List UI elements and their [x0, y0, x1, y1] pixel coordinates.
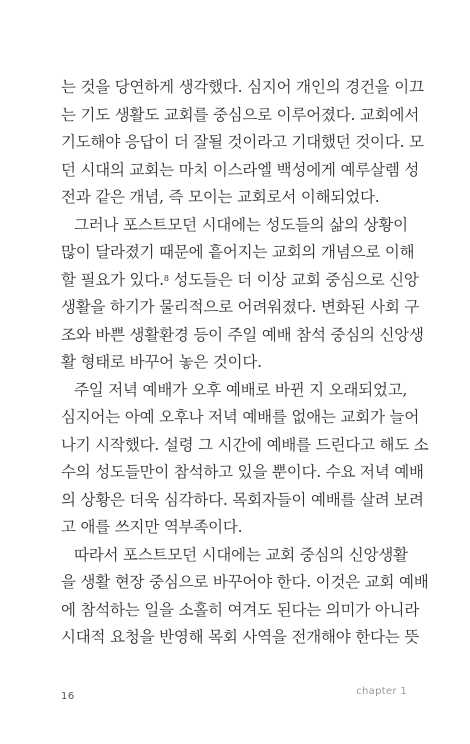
text-line: 그러나 포스트모던 시대에는 성도들의 삶의 상황이: [74, 215, 408, 234]
paragraph-1: [61, 74, 424, 212]
text-line: 주일 저녁 예배가 오후 예배로 바뀐 지 오래되었고,: [74, 380, 408, 399]
text-line: 전과 같은 개념, 즉 모이는 교회로서 이해되었다.: [61, 188, 380, 206]
page-number: 16: [61, 691, 75, 702]
paragraph-3: [61, 377, 429, 542]
paragraph-2: [61, 212, 424, 377]
paragraph-4: [61, 542, 429, 652]
text-line: 던 시대의 교회는 마치 이스라엘 백성에게 예루살렘 성: [61, 160, 420, 179]
text-line: 따라서 포스트모던 시대에는 교회 중심의 신앙생활: [74, 545, 408, 564]
text-line: 생활을 하기가 물리적으로 어려워졌다. 변화된 사회 구: [61, 298, 420, 316]
text-line: 는 기도 생활도 교회를 중심으로 이루어졌다. 교회에서: [61, 105, 420, 124]
text-line: 조와 바쁜 생활환경 등이 주일 예배 참석 중심의 신앙생: [61, 325, 424, 344]
text-line: 많이 달라졌기 때문에 흩어지는 교회의 개념으로 이해: [61, 243, 415, 261]
text-line: 고 애를 쓰지만 역부족이다.: [61, 518, 243, 536]
text-segment: 성도들은 더 이상 교회 중심으로 신앙: [173, 270, 419, 289]
footnote-marker[interactable]: 8: [163, 273, 169, 283]
text-line: 심지어는 아예 오후나 저녁 예배를 없애는 교회가 늘어: [61, 408, 420, 426]
text-line-with-footnote: [61, 267, 419, 295]
text-line: 수의 성도들만이 참석하고 있을 뿐이다. 수요 저녁 예배: [61, 463, 424, 481]
text-segment: 할 필요가 있다.: [61, 270, 164, 289]
text-line: 의 상황은 더욱 심각하다. 목회자들이 예배를 살려 보려: [61, 490, 424, 509]
text-line: 을 생활 현장 중심으로 바꾸어야 한다. 이것은 교회 예배: [61, 573, 429, 591]
text-line: 는 것을 당연하게 생각했다. 심지어 개인의 경건을 이끄: [61, 78, 424, 96]
chapter-label: chapter 1: [356, 686, 407, 697]
text-line: 시대적 요청을 반영해 목회 사역을 전개해야 한다는 뜻: [61, 628, 420, 646]
text-line: 기도해야 응답이 더 잘될 것이라고 기대했던 것이다. 모: [61, 133, 424, 151]
text-line: 에 참석하는 일을 소홀히 여겨도 된다는 의미가 아니라: [61, 600, 420, 619]
body-text: [61, 74, 429, 652]
text-line: 나기 시작했다. 설령 그 시간에 예배를 드린다고 해도 소: [61, 435, 429, 454]
text-line: 활 형태로 바꾸어 놓은 것이다.: [61, 353, 262, 371]
